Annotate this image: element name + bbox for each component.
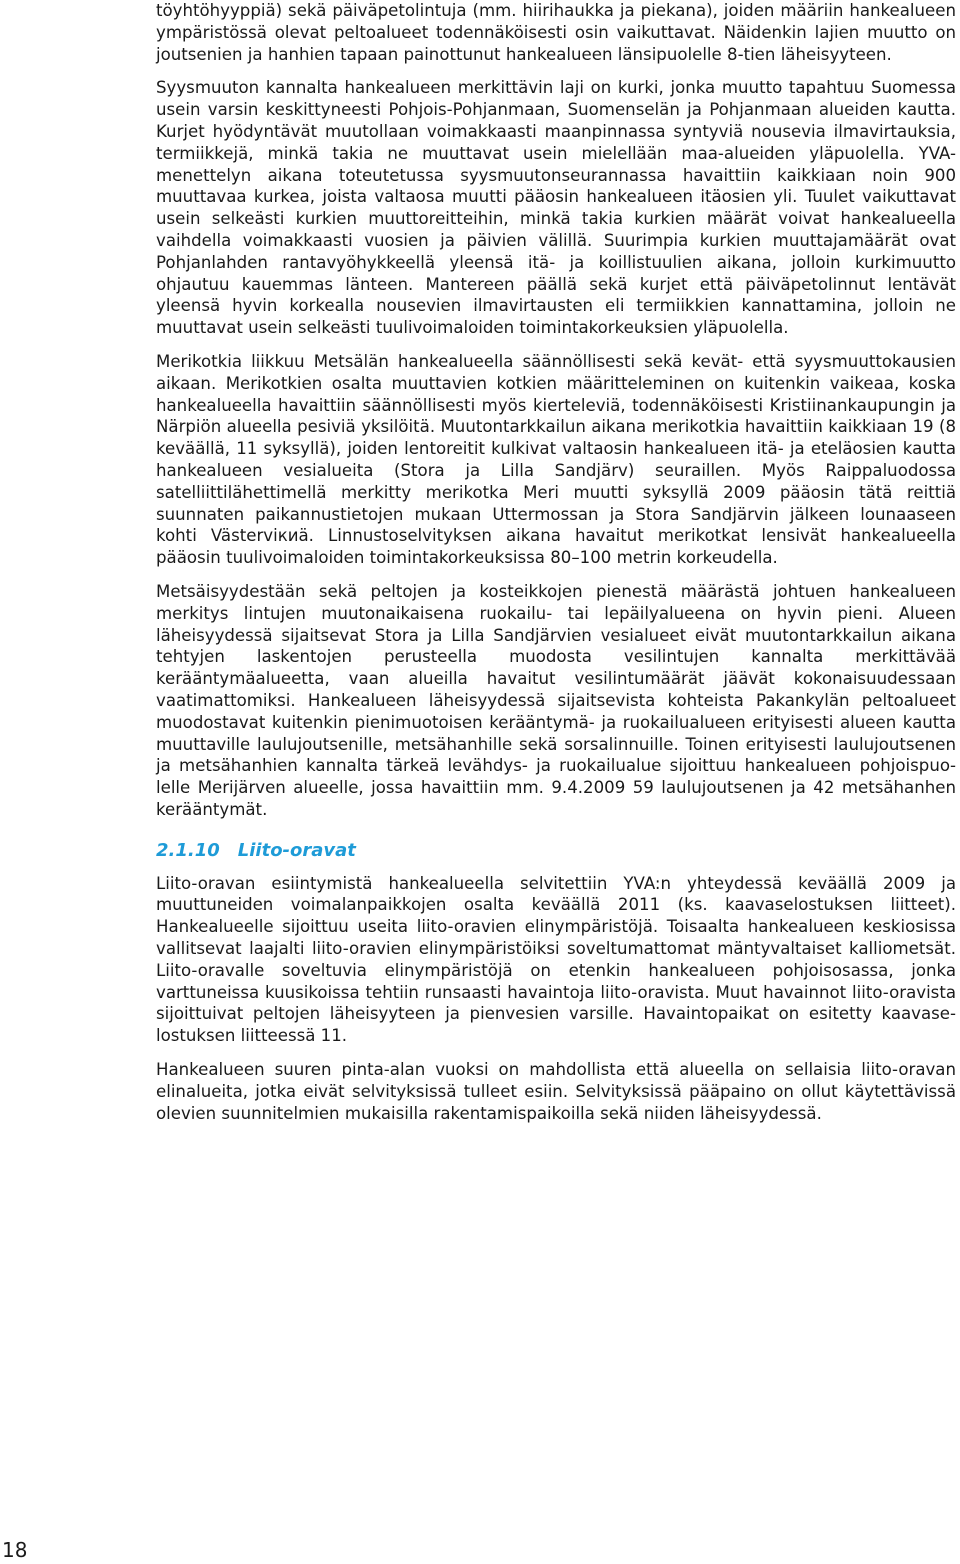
- section-heading: [156, 839, 956, 863]
- paragraph-autumn-migration-cranes: Syysmuuton kannalta hankealueen merkittävin laji on kurki, jonka muutto tapahtuu Suomessa usein varsin keskittyneesti Pohjois-Pohjanmaan, Suomenselän ja Pohjanmaan alueiden kautta. Kurjet hyödyntävät muutollaan voimakkaasti maanpinnassa syntyviä nousevia ilmavirtauksia, termiikkejä, minkä takia ne muuttavat usein mielellään maa-alueiden yläpuolella. YVA-menettelyn aikana toteutetussa syysmuutonseurannassa havaittiin kaikkiaan noin 900 muuttavaa kurkea, joista valtaosa muutti pääosin hankealueen itäosien yli. Tuulet vaikuttavat usein selkeästi kurkien muuttoreitteihin, minkä takia kurkien määrät voivat hankealueella vaihdella voimakkaasti vuosien ja päivien välillä. Suurimpia kurkien muuttajamäärät ovat Pohjanlahden rantavyöhykkeellä yleensä itä- ja koillistuulien aikana, jolloin kurkimuutto ohjautuu kauemmas länteen. Mantereen päällä sekä kurjet että päiväpetolinnut lentävät yleensä hyvin korkealla nousevien ilmavirtausten eli termiikkien kannattamina, jolloin ne muuttavat usein selkeästi tuulivoimaloiden toimintakorkeuksien yläpuolella.: [156, 78, 956, 338]
- paragraph-birds-of-prey: töyhtöhyyppiä) sekä päiväpetolintuja (mm. hiirihaukka ja piekana), joiden määriin hankealueen ympäristössä olevat peltoalueet todennäköisesti osin vaikuttavat. Näidenkin lajien muutto on joutsenien ja hanhien tapaan painottunut hankealueen länsipuolelle 8-tien läheisyyteen.: [156, 1, 956, 64]
- paragraph-flying-squirrel-survey: Liito-oravan esiintymistä hankealueella selvitettiin YVA:n yhteydessä keväällä 2009 ja muuttuneiden voimalanpaikkojen osalta keväällä 2011 (ks. kaavaselostuksen liitteet). Hankealueelle sijoittuu useita liito-oravien elinympäristöjä. Toisaalta hankealueen keskiosissa vallitsevat laajalti liito-oravien elinympäristöiksi soveltumattomat mäntyvaltaiset kalliometsät. Liito-oravalle soveltuvia elinympäristöjä on etenkin hankealueen pohjoisosassa, jonka varttuneissa kuusikoissa tehtiin runsaasti havaintoja liito-oravista. Muut havainnot liito-oravista sijoittuivat peltojen läheisyyteen ja pienvesien varsille. Havaintopaikat on esitetty kaavaselostuksen liitteessä 11.: [156, 873, 956, 1046]
- paragraph-flying-squirrel-note: Hankealueen suuren pinta-alan vuoksi on mahdollista että alueella on sellaisia liito-oravan elinalueita, jotka eivät selvityksissä tulleet esiin. Selvityksissä pääpaino on ollut käytettävissä olevien suunnitelmien mukaisilla rakentamispaikoilla sekä niiden läheisyydessä.: [156, 1060, 956, 1123]
- paragraph-resting-areas: Metsäisyydestään sekä peltojen ja kosteikkojen pienestä määrästä johtuen hankealueen merkitys lintujen muutonaikaisena ruokailu- tai lepäilyalueena on hyvin pieni. Alueen läheisyydessä sijaitsevat Stora ja Lilla Sandjärvien vesialueet eivät muutontarkkailun aikana tehtyjen laskentojen perusteella muodosta vesilintujen kannalta merkittävää kerääntymäalueetta, vaan alueilla havaitut vesilintumäärät jäävät kokonaisuudessaan vaatimattomiksi. Hankealueen läheisyydessä sijaitsevista kohteista Pakankylän peltoalueet muodostavat kuitenkin pienimuotoisen kerääntymä- ja ruokailualueen erityisesti alueen kautta muuttaville laulujoutsenille, metsähanhille sekä sorsalinnuille. Toinen erityisesti laulujoutsenen ja metsähanhien kannalta tärkeä levähdys- ja ruokailualue sijoittuu hankealueen pohjoispuolelle Merijärven alueelle, jossa havaittiin mm. 9.4.2009 59 laulujoutsenen ja 42 metsähanhen kerääntymät.: [156, 581, 956, 819]
- section-title: Liito-oravat: [237, 839, 356, 861]
- document-page: [156, 0, 956, 1124]
- section-number: 2.1.10: [156, 839, 220, 861]
- page-number: 18: [2, 1538, 28, 1562]
- paragraph-white-tailed-eagles: Merikotkia liikkuu Metsälän hankealueella säännöllisesti sekä kevät- että syysmuuttokausien aikaan. Merikotkien osalta muuttavien kotkien määritteleminen on kuitenkin vaikeaa, koska hankealueella havaittiin säännöllisesti myös kierteleviä, todennäköisesti Kristiinankaupungin ja Närpiön alueella pesiviä yksilöitä. Muutontarkkailun aikana merikotkia havaittiin kaikkiaan 19 (8 keväällä, 11 syksyllä), joiden lentoreitit kulkivat valtaosin hankealueen itä- ja eteläosien kautta hankealueen vesialueita (Stora ja Lilla Sandjärv) seuraillen. Myös Raippaluodossa satelliittilähettimellä merkitty merikotka Meri muutti syksyllä 2009 pääosin tätä reittiä suunnaten paikannustietojen mukaan Uttermossan ja Stora Sandjärvin jälkeen lounaaseen kohti Västerviкиä. Linnustoselvityksen aikana havaitut merikotkat lensivät hankealueella pääosin tuulivoimaloiden toimintakorkeuksissa 80–100 metrin korkeudella.: [156, 351, 956, 568]
